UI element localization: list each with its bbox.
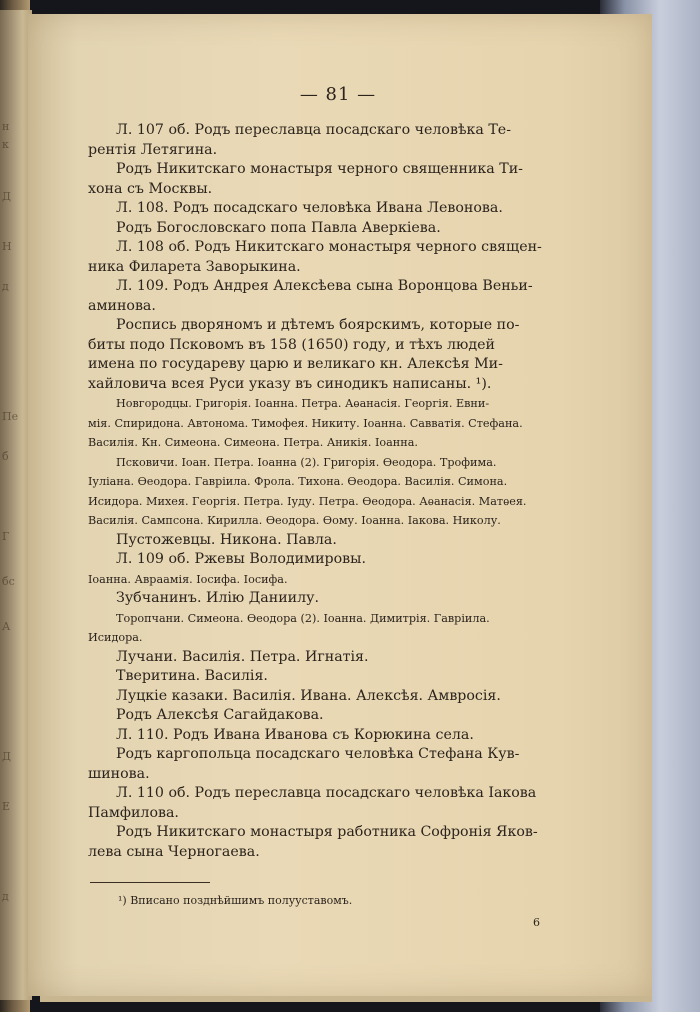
text-line: Л. 108 об. Родъ Никитскаго монастыря черного священ- [116, 239, 542, 255]
left-page-fragment: Д [2, 190, 11, 203]
text-line: Родъ Алексѣя Сагайдакова. [116, 707, 324, 723]
text-line: хона съ Москвы. [88, 180, 213, 197]
text-line: Іуліана. Ѳеодора. Гавріила. Фрола. Тихона. Ѳеодора. Василія. Симона. [88, 475, 508, 488]
text-line: Л. 109 об. Ржевы Володимировы. [116, 551, 366, 567]
text-line: Роспись дворяномъ и дѣтемъ боярскимъ, которые по- [116, 317, 520, 333]
text-line: Торопчани. Симеона. Ѳеодора (2). Іоанна. Димитрія. Гавріила. [116, 611, 490, 625]
left-page-fragment: Г [2, 530, 10, 543]
text-line: Іоанна. Авраамія. Іосифа. Іосифа. [88, 572, 288, 586]
left-page-fragment: Н [2, 240, 12, 253]
page-stack-edge [40, 996, 652, 1002]
text-line: Л. 110. Родъ Ивана Иванова съ Корюкина села. [116, 726, 474, 743]
left-page-fragment: н [2, 120, 10, 133]
text-line: Новгородцы. Григорія. Іоанна. Петра. Аѳанасія. Георгія. Евни- [116, 397, 490, 410]
signature-mark: 6 [533, 916, 540, 929]
left-page-fragment: б [2, 450, 9, 463]
text-line: имена по государеву царю и великаго кн. Алексѣя Ми- [88, 356, 503, 372]
left-page-fragment: к [2, 138, 9, 151]
text-line: ника Филарета Заворыкина. [88, 258, 301, 275]
footnote: ¹) Вписано позднѣйшимъ полууставомъ. [118, 894, 353, 907]
text-line: Л. 107 об. Родъ переславца посадскаго человѣка Те- [116, 122, 511, 138]
book-page [28, 14, 652, 996]
text-line: лева сына Черногаева. [88, 843, 260, 860]
text-line: мія. Спиридона. Автонома. Тимофея. Никиту. Іоанна. Савватія. Стефана. [88, 416, 523, 430]
text-line: рентія Летягина. [88, 141, 218, 158]
text-line: Пустожевцы. Никона. Павла. [116, 531, 337, 548]
page-number: — 81 — [299, 84, 377, 105]
text-line: Тверитина. Василія. [116, 668, 268, 684]
left-page-fragment: д [2, 890, 9, 903]
left-page-fragment: д [2, 280, 9, 293]
text-line: Лучани. Василія. Петра. Игнатія. [116, 648, 369, 665]
text-line: шинова. [88, 765, 150, 782]
left-page-fragment: А [2, 620, 11, 633]
text-line: Родъ Никитскаго монастыря черного священника Ти- [116, 161, 523, 177]
text-line: Родъ Богословскаго попа Павла Аверкіева. [116, 219, 441, 236]
left-page-fragment: Пе [2, 410, 19, 423]
text-line: Родъ Никитскаго монастыря работника Софронія Яков- [116, 824, 538, 840]
text-line: Л. 108. Родъ посадскаго человѣка Ивана Левонова. [116, 200, 503, 216]
text-line: аминова. [88, 297, 156, 314]
text-line: Василія. Сампсона. Кирилла. Ѳеодора. Ѳому. Іоанна. Іакова. Николу. [88, 514, 501, 527]
text-line: Л. 110 об. Родъ переславца посадскаго человѣка Іакова [116, 785, 537, 801]
left-page-fragment: Е [2, 800, 11, 813]
text-line: Родъ каргопольца посадскаго человѣка Стефана Кув- [116, 746, 520, 762]
left-page-fragment: Д [2, 750, 11, 763]
text-line: Л. 109. Родъ Андрея Алексѣева сына Воронцова Веньи- [116, 278, 533, 294]
text-line: Псковичи. Іоан. Петра. Іоанна (2). Григорія. Ѳеодора. Трофима. [116, 455, 497, 469]
text-line: Исидора. Михея. Георгія. Петра. Іуду. Петра. Ѳеодора. Аѳанасія. Матѳея. [88, 494, 527, 508]
text-line: Исидора. [88, 631, 143, 644]
text-line: Луцкіе казаки. Василія. Ивана. Алексѣя. Амвросія. [116, 687, 501, 704]
text-line: Василія. Кн. Симеона. Симеона. Петра. Аникія. Іоанна. [88, 436, 418, 449]
left-page-fragment: бс [2, 575, 15, 588]
text-line: биты подо Псковомъ въ 158 (1650) году, и тѣхъ людей [88, 336, 495, 353]
text-line: Зубчанинъ. Илію Даниилу. [116, 590, 319, 606]
footnote-rule [90, 882, 210, 883]
text-line: Памфилова. [88, 804, 179, 821]
text-line: хайловича всея Руси указу въ синодикъ написаны. ¹). [88, 375, 492, 392]
page-text [88, 84, 588, 862]
